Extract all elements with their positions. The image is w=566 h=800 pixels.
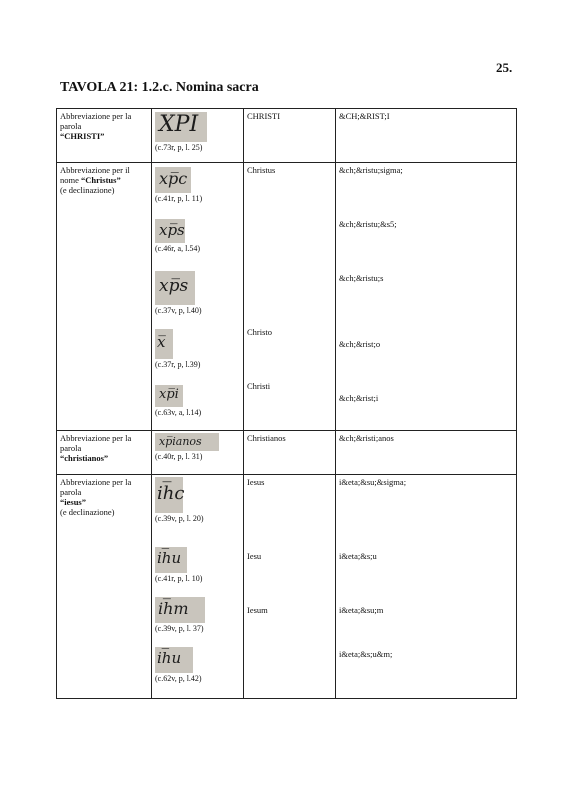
encoding-code: &ch;&risti;anos: [339, 433, 394, 443]
word-form: Iesum: [247, 605, 268, 615]
encoding-code: &ch;&rist;o: [339, 339, 381, 349]
encoding-code: i&eta;&s;u&m;: [339, 649, 393, 659]
encoding-code: &ch;&ristu;&s5;: [339, 219, 397, 229]
code-cell: [336, 431, 517, 475]
image-caption: (c.37r, p, l.39): [155, 360, 201, 369]
description-note: (e declinazione): [60, 185, 115, 195]
form-cell: [244, 475, 336, 699]
manuscript-image: XPI: [155, 112, 207, 142]
description-keyword: “CHRISTI”: [60, 131, 105, 141]
description-cell: [57, 163, 152, 431]
manuscript-image: ih̅m: [155, 597, 205, 623]
code-cell: [336, 163, 517, 431]
encoding-code: i&eta;&s;u: [339, 551, 377, 561]
manuscript-image: xp̅s: [155, 219, 185, 243]
description-keyword: “Christus”: [81, 175, 121, 185]
encoding-code: &ch;&rist;i: [339, 393, 379, 403]
image-caption: (c.39v, p, l. 37): [155, 624, 204, 633]
table-row: [57, 475, 517, 699]
description-text: Abbreviazione per la parola: [60, 111, 132, 131]
description-keyword: “christianos”: [60, 453, 109, 463]
image-cell: [152, 475, 244, 699]
encoding-code: &ch;&ristu;s: [339, 273, 384, 283]
word-form: Christianos: [247, 433, 286, 443]
form-cell: [244, 431, 336, 475]
image-caption: (c.39v, p, l. 20): [155, 514, 204, 523]
image-caption: (c.40r, p, l. 31): [155, 452, 203, 461]
manuscript-image: ih̅c: [155, 477, 183, 513]
page-number: 25.: [496, 60, 513, 75]
word-form: Christo: [247, 327, 273, 337]
page-title: TAVOLA 21: 1.2.c. Nomina sacra: [60, 80, 259, 95]
encoding-code: &ch;&ristu;sigma;: [339, 165, 403, 175]
code-cell: [336, 109, 517, 163]
image-caption: (c.46r, a, l.54): [155, 244, 200, 253]
encoding-code: i&eta;&su;m: [339, 605, 384, 615]
description-keyword: “iesus”: [60, 497, 86, 507]
table-row: [57, 431, 517, 475]
word-form: Christi: [247, 381, 271, 391]
description-note: (e declinazione): [60, 507, 115, 517]
encoding-code: &CH;&RIST;I: [339, 111, 390, 121]
description-cell: [57, 475, 152, 699]
description-cell: [57, 109, 152, 163]
image-caption: (c.41r, p, l. 11): [155, 194, 203, 203]
word-form: Christus: [247, 165, 276, 175]
manuscript-image: xp̅c: [155, 167, 191, 193]
word-form: Iesus: [247, 477, 265, 487]
manuscript-image: ih̅u: [155, 647, 193, 673]
word-form: Iesu: [247, 551, 262, 561]
image-caption: (c.37v, p, l.40): [155, 306, 202, 315]
image-caption: (c.41r, p, l. 10): [155, 574, 203, 583]
word-form: CHRISTI: [247, 111, 281, 121]
manuscript-image: ih̅u: [155, 547, 187, 573]
table-row: [57, 109, 517, 163]
image-cell: [152, 109, 244, 163]
description-text: Abbreviazione per la parola: [60, 433, 132, 453]
encoding-code: i&eta;&su;&sigma;: [339, 477, 407, 487]
image-cell: [152, 431, 244, 475]
nomina-sacra-table: [56, 108, 517, 699]
form-cell: [244, 163, 336, 431]
image-cell: [152, 163, 244, 431]
image-caption: (c.63v, a, l.14): [155, 408, 202, 417]
form-cell: [244, 109, 336, 163]
manuscript-image: xp̅ianos: [155, 433, 219, 451]
image-caption: (c.62v, p, l.42): [155, 674, 202, 683]
manuscript-image: xp̅s: [155, 271, 195, 305]
manuscript-image: x̅: [155, 329, 173, 359]
manuscript-image: xp̅i: [155, 385, 183, 407]
code-cell: [336, 475, 517, 699]
description-text: Abbreviazione per la parola: [60, 477, 132, 497]
table-row: [57, 163, 517, 431]
image-caption: (c.73r, p, l. 25): [155, 143, 203, 152]
description-cell: [57, 431, 152, 475]
description-text: Abbreviazione per il nome: [60, 165, 130, 185]
